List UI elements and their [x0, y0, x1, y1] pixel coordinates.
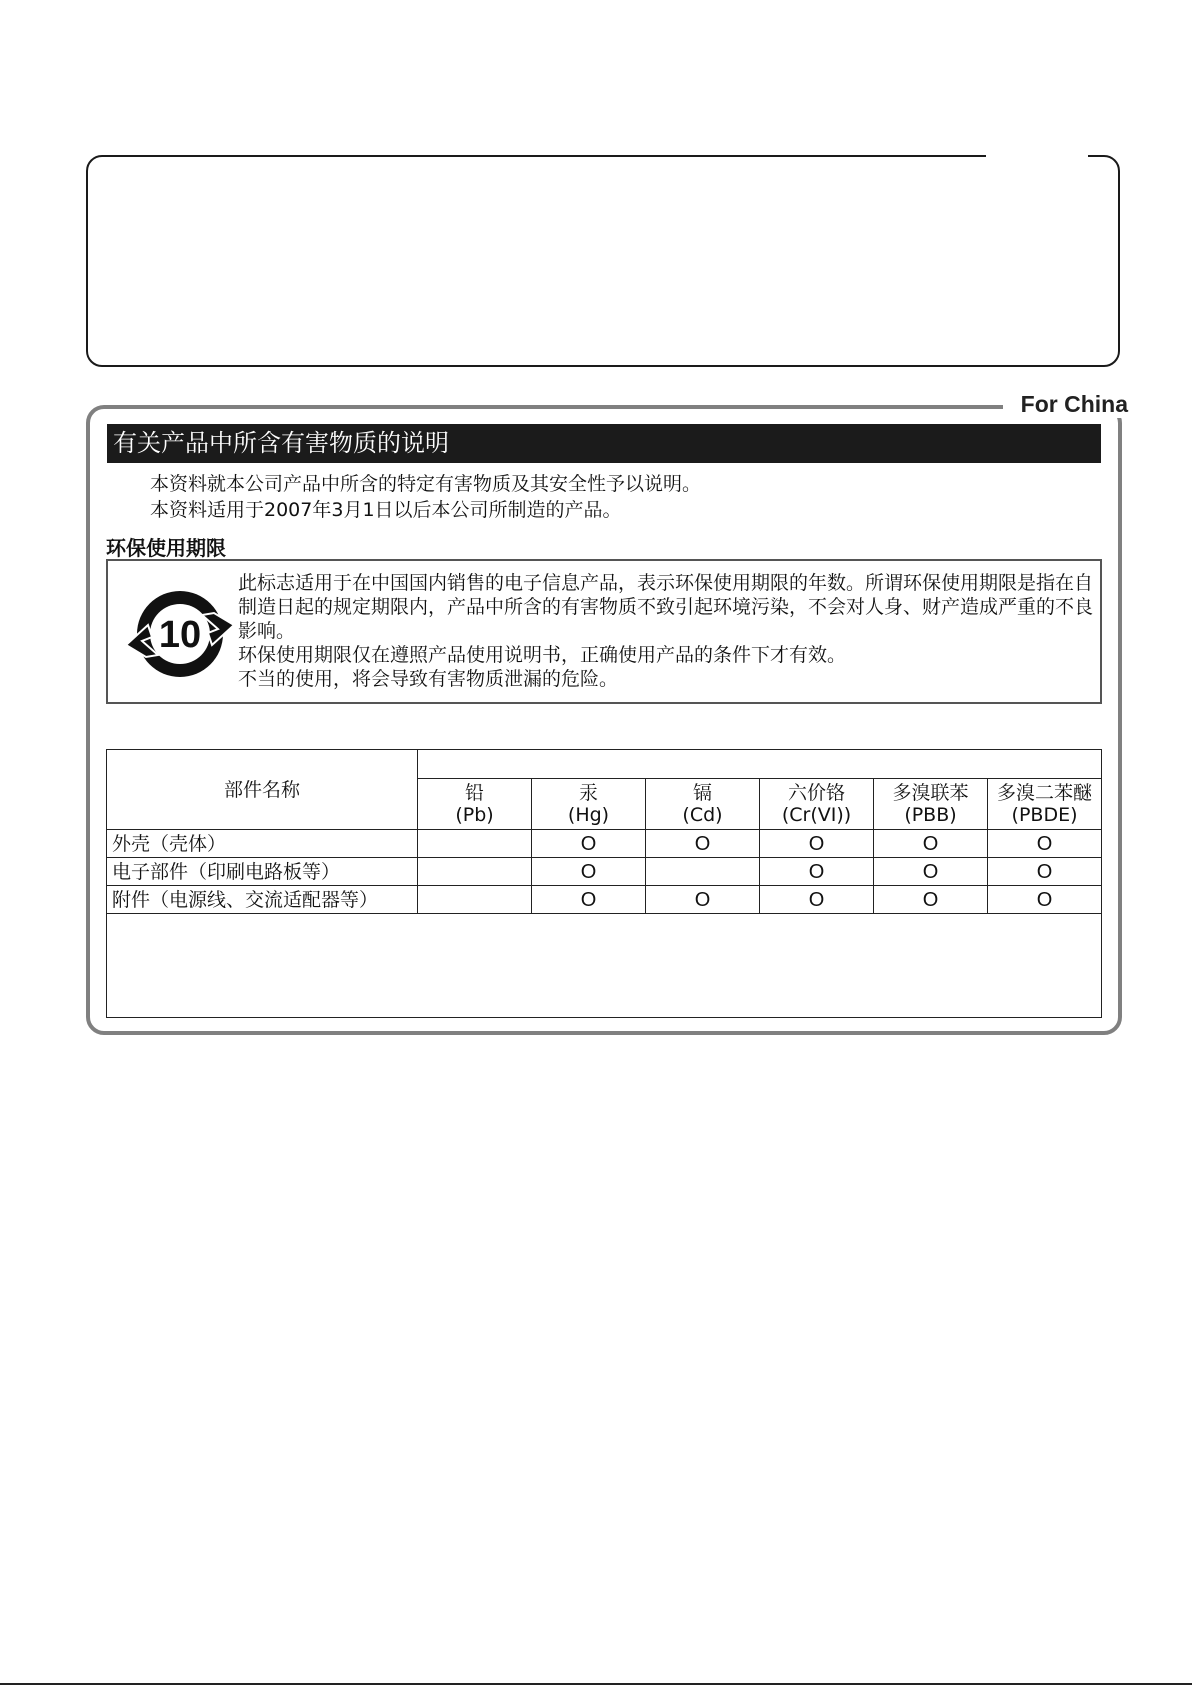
substance-mark: O [646, 886, 760, 914]
part-name-header: 部件名称 [107, 750, 418, 830]
substance-mark: O [988, 886, 1102, 914]
substance-mark: O [760, 858, 874, 886]
substance-symbol: (Pb) [455, 804, 494, 826]
substance-mark: O [874, 858, 988, 886]
substance-mark: O [646, 830, 760, 858]
substance-symbol: (Cd) [682, 804, 723, 826]
substance-header [988, 779, 1102, 830]
part-name: 附件（电源线、交流适配器等） [107, 886, 418, 914]
substance-header [418, 779, 532, 830]
hazard-substance-table [106, 749, 1102, 1018]
substance-mark [418, 858, 532, 886]
epup-heading: 环保使用期限 [106, 536, 226, 560]
top-box-gap [986, 152, 1088, 160]
substance-name: 多溴二苯醚 [997, 782, 1093, 804]
substance-mark: O [532, 858, 646, 886]
table-row [107, 886, 1102, 914]
substance-mark [646, 858, 760, 886]
substance-header [760, 779, 874, 830]
substance-symbol: (Cr(VI)) [781, 804, 852, 826]
part-name: 外壳（壳体） [107, 830, 418, 858]
substance-mark: O [874, 886, 988, 914]
epup-text [238, 571, 1094, 691]
substance-mark: O [532, 830, 646, 858]
substance-name: 铅 [464, 782, 484, 804]
intro-line-2: 本资料适用于2007年3月1日以后本公司所制造的产品。 [150, 499, 622, 521]
substance-mark [418, 886, 532, 914]
substance-mark: O [760, 830, 874, 858]
epup-box [106, 559, 1102, 704]
substance-mark: O [532, 886, 646, 914]
logo-number: 10 [158, 614, 202, 656]
substance-name: 多溴联苯 [892, 782, 969, 804]
substance-header [874, 779, 988, 830]
substance-name: 镉 [692, 782, 712, 804]
epup-paragraph-1: 此标志适用于在中国国内销售的电子信息产品，表示环保使用期限的年数。所谓环保使用期限是指在自制造日起的规定期限内，产品中所含的有害物质不致引起环境污染，不会对人身、财产造成严重的不良影响。 [238, 572, 1094, 642]
substance-name: 汞 [578, 782, 598, 804]
intro-line-1: 本资料就本公司产品中所含的特定有害物质及其安全性予以说明。 [150, 473, 702, 495]
substance-mark: O [988, 830, 1102, 858]
substance-mark: O [760, 886, 874, 914]
epup-paragraph-2: 环保使用期限仅在遵照产品使用说明书，正确使用产品的条件下才有效。 [238, 644, 847, 666]
section-title: 有关产品中所含有害物质的说明 [107, 424, 1101, 463]
substance-symbol: (PBDE) [1011, 804, 1078, 826]
substance-header [646, 779, 760, 830]
part-name: 电子部件（印刷电路板等） [107, 858, 418, 886]
epup-recycle-logo [126, 585, 234, 683]
substance-symbol: (PBB) [904, 804, 957, 826]
substance-mark: O [988, 858, 1102, 886]
region-label: For China [1003, 391, 1146, 418]
substance-header [532, 779, 646, 830]
top-note-box [86, 155, 1120, 367]
substance-mark: O [874, 830, 988, 858]
table-row [107, 830, 1102, 858]
epup-paragraph-3: 不当的使用，将会导致有害物质泄漏的危险。 [238, 668, 619, 690]
substance-symbol: (Hg) [567, 804, 610, 826]
substance-mark [418, 830, 532, 858]
table-row [107, 858, 1102, 886]
substance-name: 六价铬 [787, 782, 845, 804]
table-note [107, 914, 1102, 1018]
substance-group-header [418, 750, 1102, 779]
